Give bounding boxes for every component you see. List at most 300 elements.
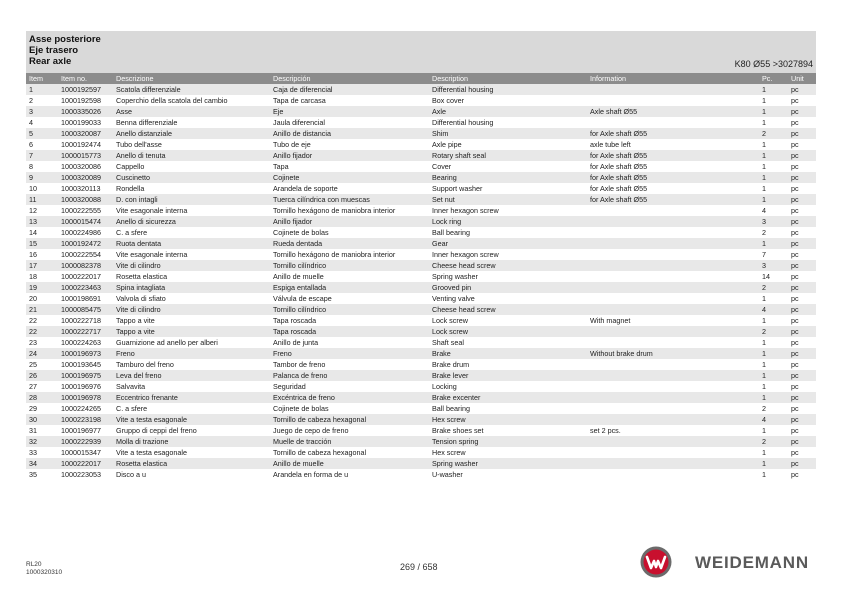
cell-pc: 7 <box>762 250 766 259</box>
cell-descrizione: Coperchio della scatola del cambio <box>116 96 228 105</box>
cell-pc: 1 <box>759 458 788 469</box>
document-header <box>26 31 816 73</box>
cell-item: 32 <box>26 436 58 447</box>
col-header-descripcion: Descripción <box>270 73 429 84</box>
cell-descrizione: Eccentrico frenante <box>113 392 270 403</box>
parts-table <box>26 73 816 480</box>
cell-descripcion: Tubo de eje <box>273 140 311 149</box>
cell-item-no: 1000082378 <box>58 260 113 271</box>
cell-description: Differential housing <box>432 118 494 127</box>
cell-unit: pc <box>791 448 799 457</box>
cell-description: Brake <box>429 348 587 359</box>
cell-pc: 1 <box>762 382 766 391</box>
cell-item: 20 <box>29 294 37 303</box>
cell-pc: 1 <box>762 470 766 479</box>
cell-unit: pc <box>791 118 799 127</box>
cell-pc: 1 <box>759 348 788 359</box>
cell-descrizione: Benna differenziale <box>116 118 178 127</box>
cell-information <box>587 458 759 469</box>
cell-pc: 1 <box>762 426 766 435</box>
cell-unit: pc <box>788 128 816 139</box>
cell-item-no: 1000192472 <box>58 238 113 249</box>
col-header-description: Description <box>429 73 587 84</box>
cell-item: 6 <box>29 140 33 149</box>
cell-descrizione: Rondella <box>116 184 145 193</box>
table-row <box>26 447 816 458</box>
col-header-pc: Pc. <box>759 73 788 84</box>
cell-pc: 1 <box>762 162 766 171</box>
cell-item: 9 <box>26 172 58 183</box>
cell-item: 30 <box>26 414 58 425</box>
cell-descripcion: Muelle de tracción <box>270 436 429 447</box>
cell-pc: 4 <box>762 206 766 215</box>
cell-descrizione: Rosetta elastica <box>116 272 168 281</box>
cell-unit: pc <box>788 106 816 117</box>
cell-descrizione: Vite di cilindro <box>113 304 270 315</box>
table-row <box>26 469 816 480</box>
cell-pc: 1 <box>759 194 788 205</box>
cell-description: Locking <box>432 382 457 391</box>
cell-descripcion: Seguridad <box>273 382 306 391</box>
cell-description: Rotary shaft seal <box>429 150 587 161</box>
cell-pc: 1 <box>759 238 788 249</box>
cell-description: Support washer <box>432 184 483 193</box>
table-row <box>26 117 816 128</box>
cell-descrizione: Tamburo del freno <box>116 360 174 369</box>
cell-description: Tension spring <box>429 436 587 447</box>
cell-information <box>587 249 759 260</box>
cell-item-no: 1000222555 <box>61 206 101 215</box>
cell-item-no: 1000192598 <box>61 96 101 105</box>
cell-unit: pc <box>791 228 799 237</box>
cell-descrizione: D. con intagli <box>113 194 270 205</box>
cell-descripcion: Cojinete de bolas <box>273 404 329 413</box>
table-row <box>26 95 816 106</box>
cell-description: Spring washer <box>432 272 478 281</box>
cell-pc: 1 <box>762 360 766 369</box>
cell-unit: pc <box>791 360 799 369</box>
table-row <box>26 249 816 260</box>
cell-item-no: 1000015347 <box>61 448 101 457</box>
col-header-descrizione: Descrizione <box>113 73 270 84</box>
cell-item-no: 1000320086 <box>61 162 101 171</box>
cell-descripcion: Tapa roscada <box>273 316 317 325</box>
cell-unit: pc <box>788 282 816 293</box>
col-header-item: Item <box>26 73 58 84</box>
cell-description: Bearing <box>429 172 587 183</box>
cell-information <box>587 216 759 227</box>
table-row <box>26 227 816 238</box>
cell-description: Cheese head screw <box>429 260 587 271</box>
cell-description: Brake drum <box>432 360 470 369</box>
cell-item-no: 1000222939 <box>58 436 113 447</box>
cell-description: Ball bearing <box>432 228 470 237</box>
title-english: Rear axle <box>29 56 72 67</box>
cell-description: Spring washer <box>429 458 587 469</box>
cell-item-no: 1000198691 <box>61 294 101 303</box>
cell-information: for Axle shaft Ø55 <box>587 172 759 183</box>
cell-information <box>587 370 759 381</box>
cell-item: 14 <box>29 228 37 237</box>
cell-descrizione: Asse <box>113 106 270 117</box>
cell-pc: 1 <box>762 316 766 325</box>
doc-number: 1000320310 <box>26 568 63 576</box>
cell-information <box>587 95 759 106</box>
cell-descripcion: Tapa roscada <box>270 326 429 337</box>
cell-unit: pc <box>788 84 816 95</box>
cell-description: Hex screw <box>429 414 587 425</box>
cell-description: Differential housing <box>429 84 587 95</box>
cell-information <box>587 359 759 370</box>
cell-descrizione: Anello di tenuta <box>113 150 270 161</box>
cell-descrizione: Gruppo di ceppi del freno <box>116 426 197 435</box>
cell-pc: 1 <box>759 84 788 95</box>
cell-descrizione: Tubo dell'asse <box>116 140 162 149</box>
cell-descrizione: Tappo a vite <box>116 316 155 325</box>
cell-unit: pc <box>791 206 799 215</box>
table-row <box>26 260 816 271</box>
table-row <box>26 315 816 326</box>
cell-information <box>587 282 759 293</box>
col-header-information: Information <box>587 73 759 84</box>
cell-descrizione: Tappo a vite <box>113 326 270 337</box>
cell-descripcion: Jaula diferencial <box>273 118 325 127</box>
cell-pc: 1 <box>762 338 766 347</box>
table-row <box>26 194 816 205</box>
cell-unit: pc <box>791 140 799 149</box>
cell-description: Shaft seal <box>432 338 464 347</box>
cell-descrizione: C. a sfere <box>116 404 148 413</box>
table-row <box>26 370 816 381</box>
cell-item: 27 <box>29 382 37 391</box>
cell-item: 10 <box>29 184 37 193</box>
cell-unit: pc <box>788 458 816 469</box>
cell-description: Brake lever <box>429 370 587 381</box>
cell-information: for Axle shaft Ø55 <box>590 162 648 171</box>
cell-descripcion: Anillo de muelle <box>273 272 324 281</box>
cell-pc: 1 <box>762 448 766 457</box>
cell-item: 2 <box>29 96 33 105</box>
cell-pc: 1 <box>762 184 766 193</box>
cell-unit: pc <box>788 392 816 403</box>
cell-unit: pc <box>791 184 799 193</box>
cell-pc: 4 <box>759 304 788 315</box>
cell-item: 5 <box>26 128 58 139</box>
cell-descripcion: Espiga entallada <box>270 282 429 293</box>
cell-item: 12 <box>29 206 37 215</box>
cell-information: axle tube left <box>590 140 631 149</box>
cell-unit: pc <box>791 426 799 435</box>
cell-item: 34 <box>26 458 58 469</box>
cell-descripcion: Excéntrica de freno <box>270 392 429 403</box>
cell-item-no: 1000320113 <box>61 184 101 193</box>
cell-item-no: 1000015474 <box>58 216 113 227</box>
title-italian: Asse posteriore <box>29 34 101 45</box>
cell-item-no: 1000015773 <box>58 150 113 161</box>
table-row <box>26 414 816 425</box>
cell-descrizione: Disco a u <box>116 470 146 479</box>
cell-descripcion: Caja de diferencial <box>270 84 429 95</box>
cell-information: Without brake drum <box>587 348 759 359</box>
cell-item-no: 1000320088 <box>58 194 113 205</box>
cell-unit: pc <box>791 162 799 171</box>
cell-descripcion: Tambor de freno <box>273 360 326 369</box>
cell-unit: pc <box>788 348 816 359</box>
cell-pc: 4 <box>759 414 788 425</box>
cell-description: Brake shoes set <box>432 426 484 435</box>
table-header-row <box>26 73 816 84</box>
cell-information <box>587 447 759 458</box>
cell-information <box>587 403 759 414</box>
cell-pc: 1 <box>759 172 788 183</box>
cell-pc: 2 <box>759 436 788 447</box>
table-row <box>26 161 816 172</box>
cell-unit: pc <box>791 250 799 259</box>
cell-descrizione: Cappello <box>116 162 145 171</box>
cell-pc: 1 <box>759 392 788 403</box>
cell-pc: 3 <box>759 216 788 227</box>
table-row <box>26 337 816 348</box>
cell-item-no: 1000192597 <box>58 84 113 95</box>
cell-descrizione: Valvola di sfiato <box>116 294 166 303</box>
cell-item: 29 <box>29 404 37 413</box>
weidemann-logo-icon <box>640 546 672 578</box>
cell-information <box>587 326 759 337</box>
cell-description: Axle pipe <box>432 140 462 149</box>
table-row <box>26 238 816 249</box>
cell-pc: 1 <box>759 106 788 117</box>
cell-item-no: 1000196976 <box>61 382 101 391</box>
cell-item: 22 <box>26 326 58 337</box>
cell-unit: pc <box>791 404 799 413</box>
cell-information <box>587 238 759 249</box>
cell-descripcion: Tornillo hexágono de maniobra interior <box>273 206 396 215</box>
cell-descrizione: Rosetta elastica <box>113 458 270 469</box>
title-spanish: Eje trasero <box>29 45 79 56</box>
table-row <box>26 458 816 469</box>
cell-descrizione: Vite esagonale interna <box>116 206 188 215</box>
cell-description: Box cover <box>432 96 464 105</box>
cell-description: Grooved pin <box>429 282 587 293</box>
cell-description: Lock screw <box>432 316 468 325</box>
cell-item: 33 <box>29 448 37 457</box>
table-row <box>26 172 816 183</box>
cell-descripcion: Arandela de soporte <box>273 184 338 193</box>
cell-unit: pc <box>791 316 799 325</box>
table-row <box>26 150 816 161</box>
cell-unit: pc <box>791 272 799 281</box>
cell-descrizione: Anello distanziale <box>113 128 270 139</box>
cell-unit: pc <box>788 216 816 227</box>
cell-descripcion: Anillo fijador <box>270 216 429 227</box>
cell-pc: 1 <box>759 370 788 381</box>
cell-descrizione: Guarnizione ad anello per alberi <box>116 338 218 347</box>
table-row <box>26 403 816 414</box>
table-row <box>26 326 816 337</box>
cell-information <box>587 260 759 271</box>
cell-information: Axle shaft Ø55 <box>587 106 759 117</box>
cell-item: 8 <box>29 162 33 171</box>
cell-item: 35 <box>29 470 37 479</box>
cell-descrizione: Vite a testa esagonale <box>113 414 270 425</box>
cell-descrizione: Anello di sicurezza <box>113 216 270 227</box>
cell-item-no: 1000222554 <box>61 250 101 259</box>
cell-item: 18 <box>29 272 37 281</box>
table-row <box>26 304 816 315</box>
cell-item-no: 1000196975 <box>58 370 113 381</box>
table-row <box>26 271 816 282</box>
cell-unit: pc <box>788 172 816 183</box>
cell-descripcion: Tornillo cilíndrico <box>270 260 429 271</box>
cell-information <box>587 381 759 392</box>
cell-item: 7 <box>26 150 58 161</box>
cell-item-no: 1000222017 <box>58 458 113 469</box>
cell-pc: 2 <box>759 128 788 139</box>
cell-description: Gear <box>429 238 587 249</box>
cell-unit: pc <box>788 370 816 381</box>
cell-pc: 3 <box>759 260 788 271</box>
cell-information <box>587 205 759 216</box>
table-row <box>26 84 816 95</box>
table-row <box>26 282 816 293</box>
cell-descripcion: Juego de cepo de freno <box>273 426 349 435</box>
cell-item: 16 <box>29 250 37 259</box>
cell-descrizione: Scatola differenziale <box>113 84 270 95</box>
cell-description: Venting valve <box>432 294 475 303</box>
cell-unit: pc <box>788 304 816 315</box>
cell-description: Hex screw <box>432 448 466 457</box>
cell-information <box>587 304 759 315</box>
cell-descripcion: Tapa <box>273 162 289 171</box>
cell-descripcion: Tornillo de cabeza hexagonal <box>270 414 429 425</box>
cell-information: for Axle shaft Ø55 <box>590 184 648 193</box>
cell-item-no: 1000320087 <box>58 128 113 139</box>
cell-item: 25 <box>29 360 37 369</box>
cell-descripcion: Tornillo hexágono de maniobra interior <box>273 250 396 259</box>
cell-item-no: 1000335026 <box>58 106 113 117</box>
cell-descripcion: Anillo de muelle <box>270 458 429 469</box>
cell-information <box>587 271 759 282</box>
cell-descrizione: Ruota dentata <box>113 238 270 249</box>
cell-pc: 2 <box>762 404 766 413</box>
cell-item: 17 <box>26 260 58 271</box>
cell-pc: 1 <box>759 150 788 161</box>
cell-descrizione: Spina intagliata <box>113 282 270 293</box>
cell-descripcion: Palanca de freno <box>270 370 429 381</box>
cell-description: Lock screw <box>429 326 587 337</box>
cell-descripcion: Tuerca cilíndrica con muescas <box>270 194 429 205</box>
cell-information <box>587 117 759 128</box>
cell-pc: 1 <box>762 294 766 303</box>
col-header-item-no: Item no. <box>58 73 113 84</box>
cell-item-no: 1000224986 <box>61 228 101 237</box>
cell-item-no: 1000192474 <box>61 140 101 149</box>
table-row <box>26 139 816 150</box>
cell-descripcion: Tornillo de cabeza hexagonal <box>273 448 367 457</box>
cell-item: 13 <box>26 216 58 227</box>
table-row <box>26 436 816 447</box>
table-row <box>26 183 816 194</box>
page-number: 269 / 658 <box>400 562 438 572</box>
cell-descrizione: Molla di trazione <box>113 436 270 447</box>
table-row <box>26 359 816 370</box>
cell-unit: pc <box>788 194 816 205</box>
table-row <box>26 381 816 392</box>
cell-pc: 2 <box>762 228 766 237</box>
cell-information <box>587 84 759 95</box>
cell-information <box>587 436 759 447</box>
cell-unit: pc <box>791 96 799 105</box>
cell-descrizione: Salvavita <box>116 382 146 391</box>
cell-unit: pc <box>788 436 816 447</box>
cell-descrizione: Cuscinetto <box>113 172 270 183</box>
cell-description: U-washer <box>432 470 463 479</box>
cell-descrizione: Freno <box>113 348 270 359</box>
cell-pc: 14 <box>762 272 770 281</box>
cell-pc: 1 <box>762 140 766 149</box>
cell-item: 15 <box>26 238 58 249</box>
col-header-unit: Unit <box>788 73 816 84</box>
cell-item-no: 1000224263 <box>61 338 101 347</box>
cell-item-no: 1000320089 <box>58 172 113 183</box>
cell-item: 19 <box>26 282 58 293</box>
cell-unit: pc <box>791 294 799 303</box>
cell-item: 26 <box>26 370 58 381</box>
document-code <box>26 561 62 576</box>
table-row <box>26 392 816 403</box>
brand-wordmark: WEIDEMANN <box>695 553 809 572</box>
cell-information <box>587 392 759 403</box>
table-row <box>26 128 816 139</box>
cell-unit: pc <box>788 150 816 161</box>
cell-descripcion: Rueda dentada <box>270 238 429 249</box>
table-row <box>26 293 816 304</box>
cell-information <box>587 293 759 304</box>
cell-unit: pc <box>788 326 816 337</box>
cell-descripcion: Anillo fijador <box>270 150 429 161</box>
cell-item: 1 <box>26 84 58 95</box>
cell-item-no: 1000196973 <box>58 348 113 359</box>
cell-description: Axle <box>429 106 587 117</box>
cell-descripcion: Tornillo cilíndrico <box>270 304 429 315</box>
cell-item-no: 1000222718 <box>61 316 101 325</box>
cell-item: 22 <box>29 316 37 325</box>
cell-item-no: 1000222017 <box>61 272 101 281</box>
cell-pc: 1 <box>762 96 766 105</box>
cell-item-no: 1000223053 <box>61 470 101 479</box>
cell-unit: pc <box>791 382 799 391</box>
table-row <box>26 348 816 359</box>
cell-information <box>587 227 759 238</box>
cell-descripcion: Válvula de escape <box>273 294 332 303</box>
cell-information: With magnet <box>590 316 631 325</box>
cell-information: for Axle shaft Ø55 <box>587 194 759 205</box>
cell-descripcion: Eje <box>270 106 429 117</box>
cell-unit: pc <box>791 338 799 347</box>
cell-descrizione: Vite esagonale interna <box>116 250 188 259</box>
table-row <box>26 425 816 436</box>
cell-descripcion: Cojinete <box>270 172 429 183</box>
cell-item-no: 1000222717 <box>58 326 113 337</box>
cell-description: Set nut <box>429 194 587 205</box>
cell-item: 23 <box>29 338 37 347</box>
cell-information: for Axle shaft Ø55 <box>587 150 759 161</box>
cell-item-no: 1000193645 <box>61 360 101 369</box>
cell-unit: pc <box>791 470 799 479</box>
cell-description: Brake excenter <box>429 392 587 403</box>
cell-item-no: 1000223198 <box>58 414 113 425</box>
cell-pc: 2 <box>759 282 788 293</box>
